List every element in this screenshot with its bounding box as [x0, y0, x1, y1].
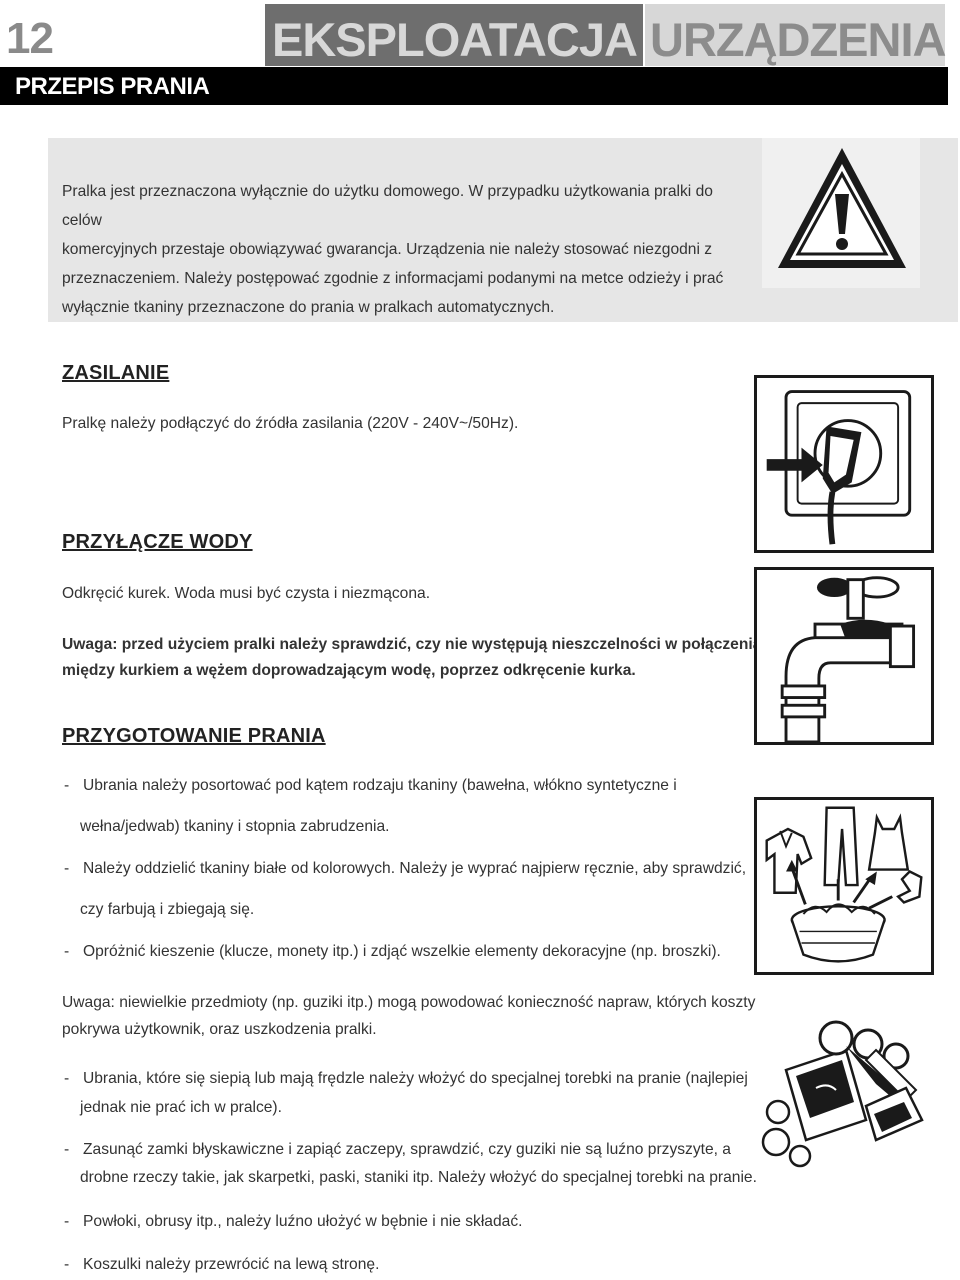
warning-line: wyłącznie tkaniny przeznaczone do prania w pralkach automatycznych. — [62, 299, 555, 316]
list-item-text: Należy oddzielić tkaniny białe od kolorowych. Należy je wyprać najpierw ręcznie, aby sprawdzić, — [83, 860, 747, 877]
power-plug-socket-icon — [754, 375, 934, 553]
list-item-text: Powłoki, obrusy itp., należy luźno ułożyć w bębnie i nie składać. — [83, 1213, 523, 1230]
list-dash: - — [64, 777, 70, 794]
list-item — [64, 1208, 523, 1236]
heading-przygotowanie-prania: PRZYGOTOWANIE PRANIA — [62, 725, 326, 747]
list-item-text: Opróżnić kieszenie (klucze, monety itp.) i zdjąć wszelkie elementy dekoracyjne (np. broszki). — [83, 943, 721, 960]
warning-line: Pralka jest przeznaczona wyłącznie do użytku domowego. W przypadku użytkowania pralki do celów — [62, 183, 713, 229]
list-item — [64, 938, 721, 966]
list-item — [64, 1065, 748, 1093]
list-dash: - — [64, 1141, 70, 1158]
list-item — [64, 772, 677, 800]
list-item-continuation: drobne rzeczy takie, jak skarpetki, paski, staniki itp. Należy włożyć do specjalnej torebki na pranie. — [80, 1169, 757, 1186]
list-item-text: Koszulki należy przewrócić na lewą stronę. — [83, 1256, 380, 1273]
warning-line: przeznaczeniem. Należy postępować zgodnie z informacjami podanymi na metce odzieży i prać — [62, 270, 724, 287]
przygotowanie-note-line2: pokrywa użytkownik, oraz uszkodzenia pralki. — [62, 1021, 377, 1038]
heading-zasilanie: ZASILANIE — [62, 362, 170, 384]
zasilanie-text: Pralkę należy podłączyć do źródła zasilania (220V - 240V~/50Hz). — [62, 415, 519, 432]
przygotowanie-note-line1: Uwaga: niewielkie przedmioty (np. guziki itp.) mogą powodować konieczność napraw, których koszty — [62, 994, 756, 1011]
list-dash: - — [64, 860, 70, 877]
water-tap-icon — [754, 567, 934, 745]
list-item-continuation: wełna/jedwab) tkaniny i stopnia zabrudzenia. — [80, 818, 390, 835]
woda-text: Odkręcić kurek. Woda musi być czysta i niezmącona. — [62, 585, 431, 602]
list-item — [64, 1251, 380, 1279]
list-dash: - — [64, 1256, 70, 1273]
page-title-part2: URZĄDZENIA — [650, 13, 946, 66]
pocket-items-icon — [756, 1010, 932, 1170]
woda-note-line2: między kurkiem a wężem doprowadzającym wodę, poprzez odkręcenie kurka. — [62, 662, 636, 679]
list-item-continuation: czy farbują i zbiegają się. — [80, 901, 255, 918]
list-item-text: Zasunąć zamki błyskawiczne i zapiąć zaczepy, sprawdzić, czy guziki nie są luźno przyszyte, a — [83, 1141, 731, 1158]
warning-text — [62, 177, 742, 322]
woda-note-line1: Uwaga: przed użyciem pralki należy sprawdzić, czy nie występują nieszczelności w połączeniach — [62, 636, 780, 653]
page-title-part1: EKSPLOATACJA — [272, 13, 637, 66]
warning-line: komercyjnych przestaje obowiązywać gwarancja. Urządzenia nie należy stosować niezgodni z — [62, 241, 713, 258]
list-item-text: Ubrania należy posortować pod kątem rodzaju tkaniny (bawełna, włókno syntetyczne i — [83, 777, 677, 794]
heading-przylacze-wody: PRZYŁĄCZE WODY — [62, 531, 253, 553]
list-item-continuation: jednak nie prać ich w pralce). — [80, 1099, 282, 1116]
list-dash: - — [64, 1213, 70, 1230]
section-title: PRZEPIS PRANIA — [15, 73, 210, 100]
warning-triangle-icon — [772, 140, 912, 280]
list-item — [64, 855, 747, 883]
page-number: 12 — [6, 14, 53, 63]
list-dash: - — [64, 943, 70, 960]
list-dash: - — [64, 1070, 70, 1087]
list-item-text: Ubrania, które się siepią lub mają frędzle należy włożyć do specjalnej torebki na pranie (najlepiej — [83, 1070, 748, 1087]
list-item — [64, 1136, 731, 1164]
laundry-sorting-icon — [754, 797, 934, 975]
